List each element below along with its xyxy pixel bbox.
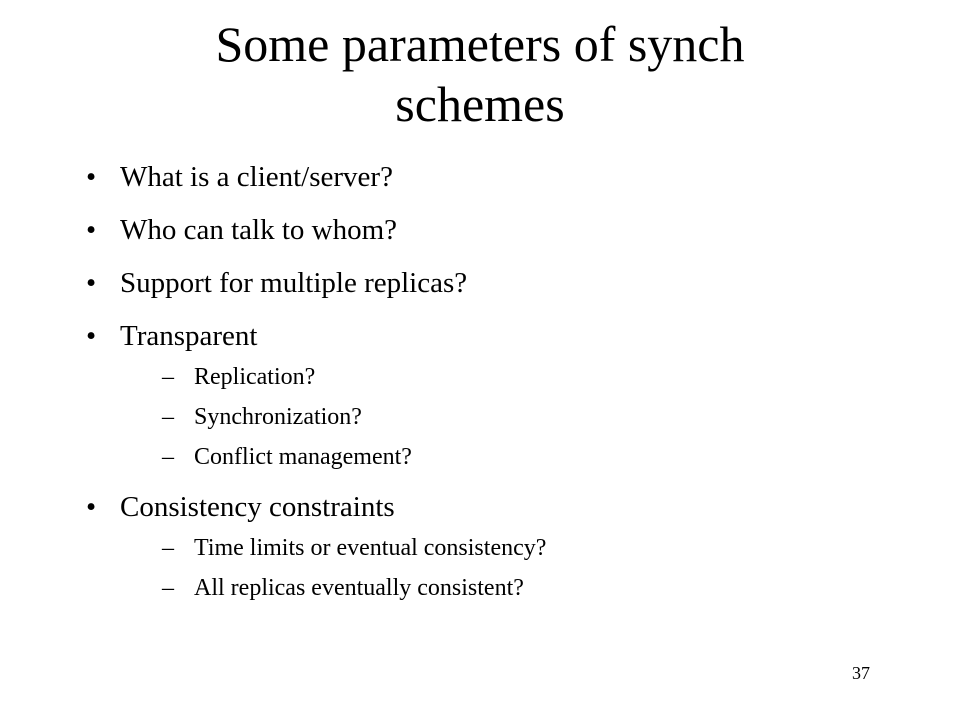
dash-icon: –	[162, 535, 174, 561]
slide-title	[80, 14, 880, 134]
bullet-item	[86, 213, 906, 247]
bullet-dot-icon: •	[86, 161, 97, 193]
sub-item	[120, 534, 906, 562]
bullet-item	[86, 266, 906, 300]
bullet-dot-icon: •	[86, 491, 97, 523]
sub-text: Synchronization?	[194, 404, 362, 430]
sub-list	[120, 363, 906, 471]
page-number: 37	[852, 663, 870, 683]
sub-text: All replicas eventually consistent?	[194, 575, 524, 601]
bullet-list	[86, 160, 906, 621]
sub-item	[120, 403, 906, 431]
dash-icon: –	[162, 444, 174, 470]
bullet-item	[86, 319, 906, 471]
dash-icon: –	[162, 575, 174, 601]
bullet-text: Support for multiple replicas?	[120, 267, 468, 299]
bullet-text: Transparent	[120, 320, 258, 352]
title-line-1: Some parameters of synch	[215, 16, 745, 72]
sub-item	[120, 443, 906, 471]
bullet-dot-icon: •	[86, 267, 97, 299]
sub-list	[120, 534, 906, 602]
title-line-2: schemes	[395, 76, 565, 132]
sub-text: Time limits or eventual consistency?	[194, 535, 547, 561]
bullet-item	[86, 490, 906, 602]
sub-item	[120, 574, 906, 602]
bullet-dot-icon: •	[86, 214, 97, 246]
bullet-dot-icon: •	[86, 320, 97, 352]
bullet-text: Who can talk to whom?	[120, 214, 398, 246]
dash-icon: –	[162, 404, 174, 430]
bullet-text: What is a client/server?	[120, 161, 393, 193]
bullet-text: Consistency constraints	[120, 491, 395, 523]
sub-text: Conflict management?	[194, 444, 412, 470]
dash-icon: –	[162, 364, 174, 390]
bullet-item	[86, 160, 906, 194]
sub-text: Replication?	[194, 364, 316, 390]
sub-item	[120, 363, 906, 391]
